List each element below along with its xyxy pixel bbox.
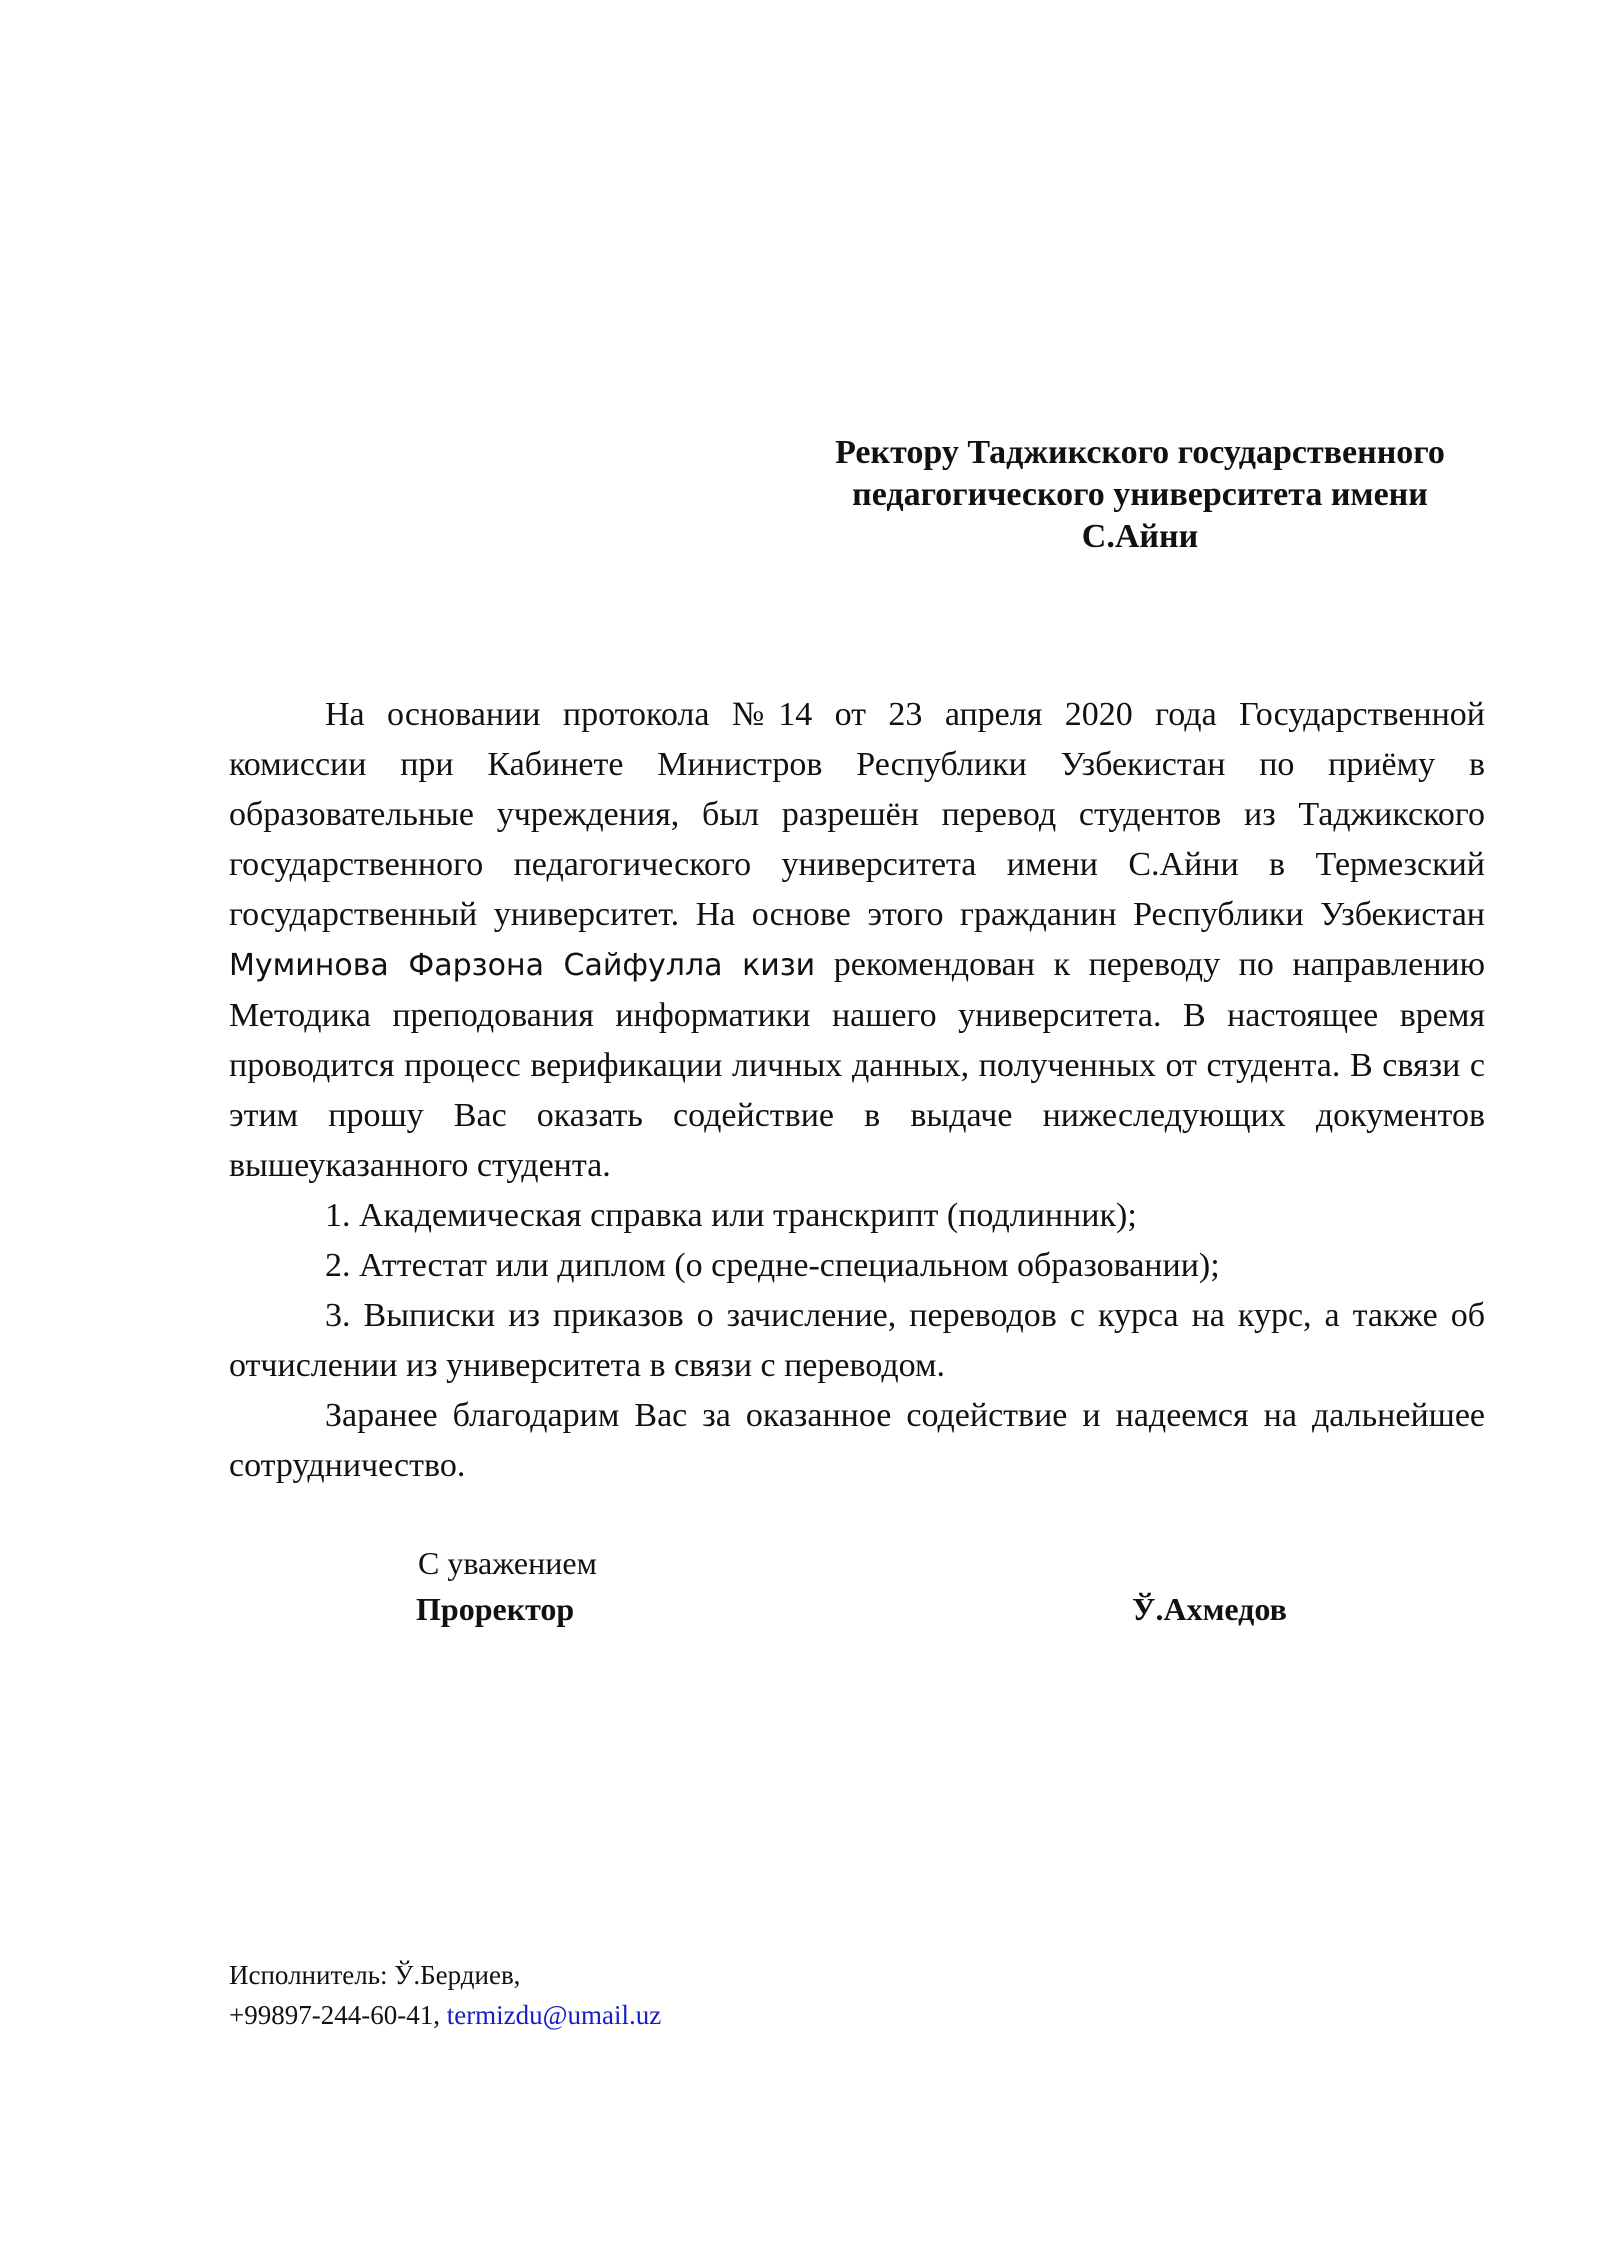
list-item: 1. Академическая справка или транскрипт (подлинник); <box>325 1197 1137 1234</box>
executor-label: Исполнитель: Ў.Бердиев, <box>229 1960 521 1990</box>
executor-contact <box>229 1995 661 2035</box>
addressee-line: С.Айни <box>1081 518 1199 555</box>
list-item: 2. Аттестат или диплом (о средне-специальном образовании); <box>325 1247 1220 1284</box>
addressee-line: педагогического университета имени <box>852 476 1428 513</box>
executor-block <box>229 1955 661 2035</box>
paragraph-text: На основании протокола №14 от 23 апреля 2020 года Государственной комиссии при Кабинете Министров Республики Узбекистан по приёму в образовательные учреждения, был разрешён перевод студентов из Таджикского государственного педагогического университета имени С.Айни в Термезский государственный университет. На основе этого гражданин Республики Узбекистан <box>229 696 1485 933</box>
executor-email-link[interactable]: termizdu@umail.uz <box>446 2000 662 2030</box>
signer-name: Ў.Ахмедов <box>1132 1591 1287 1627</box>
addressee-block <box>770 432 1510 558</box>
regards-text: С уважением <box>418 1545 597 1581</box>
addressee-line: Ректору Таджикского государственного <box>835 434 1445 471</box>
closing-paragraph: Заранее благодарим Вас за оказанное содействие и надеемся на дальнейшее сотрудничество. <box>229 1397 1485 1484</box>
paragraph-text: рекомендован к переводу по направлению Методика преподования информатики нашего университета. В настоящее время проводится процесс верификации личных данных, полученных от студента. В связи с этим прошу Вас оказать содействие в выдаче нижеследующих документов вышеуказанного студента. <box>229 946 1485 1184</box>
signer-title: Проректор <box>416 1591 575 1627</box>
executor-phone: +99897-244-60-41, <box>229 2000 447 2030</box>
main-paragraph <box>229 690 1485 1191</box>
student-name: Муминова Фарзона Сайфулла кизи <box>229 948 816 983</box>
list-item: 3. Выписки из приказов о зачисление, переводов с курса на курс, а также об отчислении из университета в связи с переводом. <box>229 1297 1485 1384</box>
letter-body <box>229 690 1485 1491</box>
